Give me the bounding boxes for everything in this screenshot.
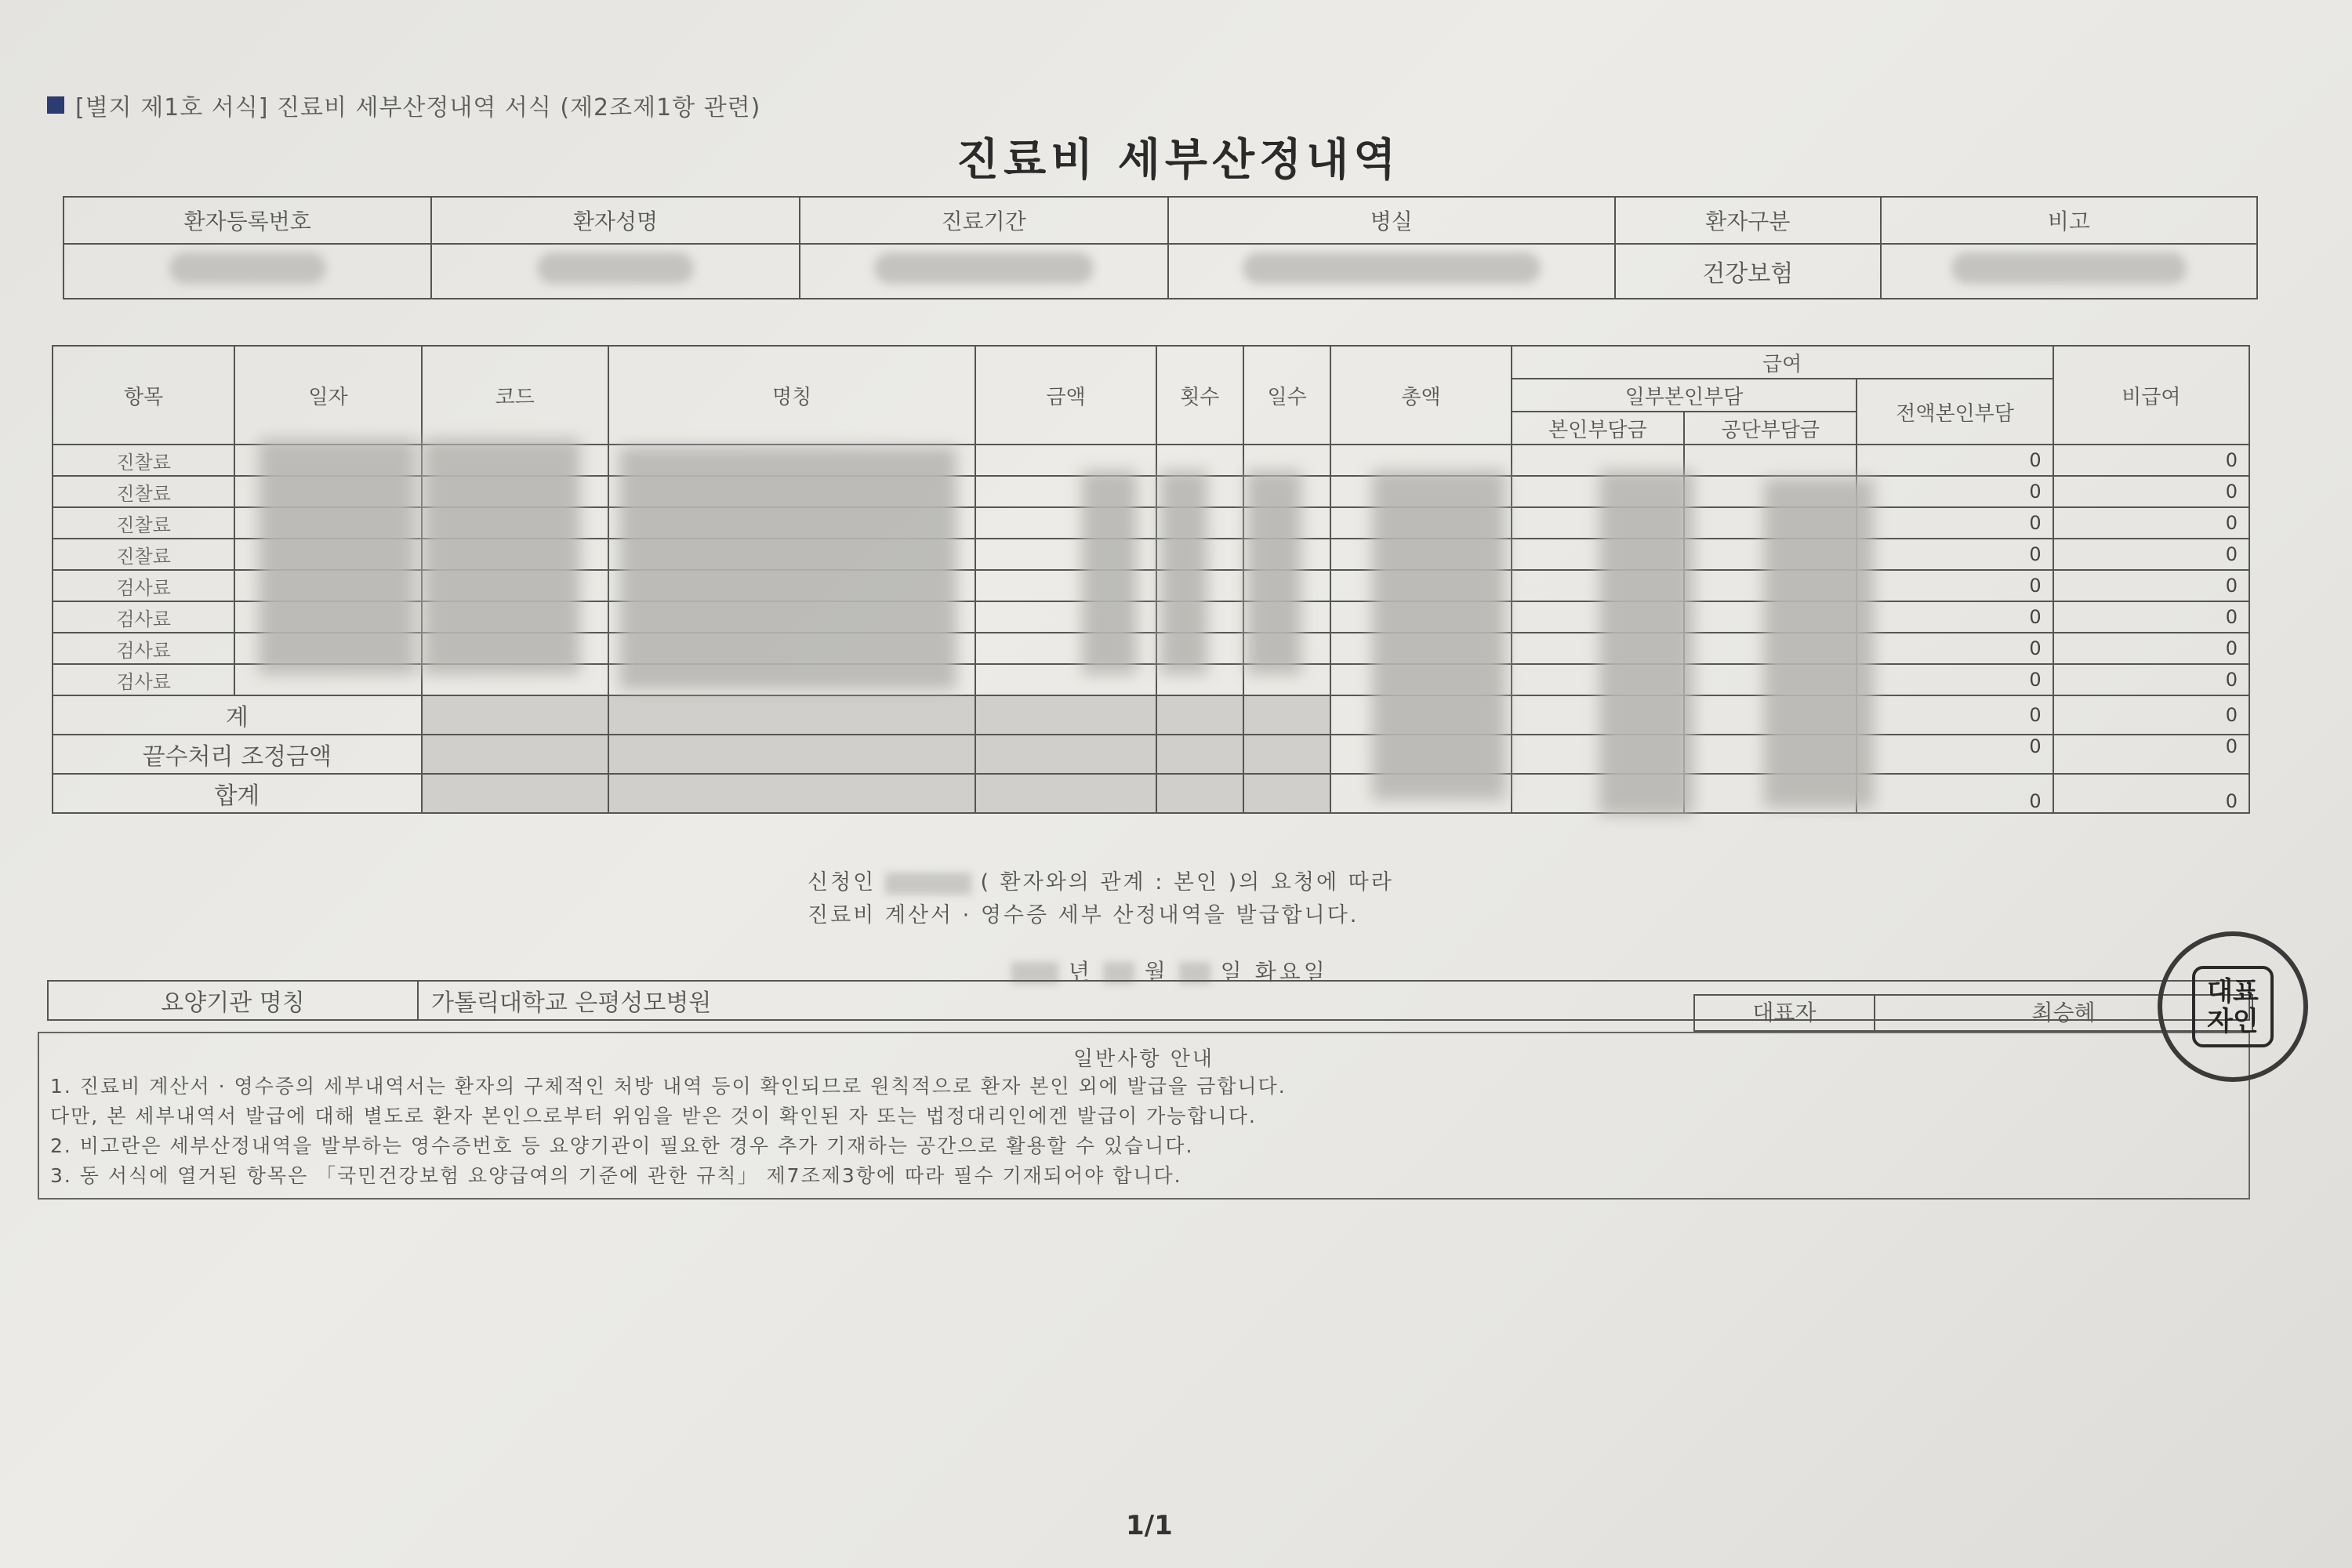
form-label-text: [별지 제1호 서식] 진료비 세부산정내역 서식 (제2조제1항 관련) bbox=[75, 94, 761, 122]
rounding-full-self: 0 bbox=[1857, 735, 2053, 774]
redacted-area bbox=[1951, 252, 2187, 284]
full-self-cell: 0 bbox=[1857, 601, 2053, 633]
institution-label: 요양기관 명칭 bbox=[48, 981, 418, 1020]
redacted-area bbox=[423, 439, 580, 674]
header-self-pay: 본인부담금 bbox=[1512, 412, 1684, 445]
uncovered-cell: 0 bbox=[2053, 539, 2249, 570]
rounding-row bbox=[53, 735, 2249, 774]
full-self-cell: 0 bbox=[1857, 476, 2053, 507]
notice-line: 3. 동 서식에 열거된 항목은 「국민건강보험 요양급여의 기준에 관한 규칙」 제7조제3항에 따라 필수 기재되어야 합니다. bbox=[50, 1164, 1182, 1187]
header-patient-type: 환자구분 bbox=[1615, 197, 1881, 244]
subtotal-uncovered: 0 bbox=[2053, 695, 2249, 735]
applicant-label: 신청인 bbox=[808, 870, 877, 895]
grand-total-row bbox=[53, 774, 2249, 813]
square-bullet-icon bbox=[47, 96, 64, 114]
item-cell: 진찰료 bbox=[53, 539, 234, 570]
redacted-area bbox=[619, 447, 956, 690]
uncovered-cell: 0 bbox=[2053, 633, 2249, 664]
seal-text-line1: 대표 bbox=[2207, 976, 2259, 1007]
header-total: 총액 bbox=[1330, 346, 1511, 445]
seal-inner bbox=[2192, 966, 2274, 1047]
remarks-value bbox=[1881, 244, 2257, 299]
header-covered: 급여 bbox=[1512, 346, 2053, 379]
full-self-cell: 0 bbox=[1857, 539, 2053, 570]
grand-uncovered: 0 bbox=[2053, 774, 2249, 813]
form-label bbox=[47, 88, 760, 122]
request-statement bbox=[808, 866, 1394, 932]
period-value bbox=[800, 244, 1168, 299]
header-full-self: 전액본인부담 bbox=[1857, 379, 2053, 445]
rounding-label: 끝수처리 조정금액 bbox=[53, 735, 422, 774]
uncovered-cell: 0 bbox=[2053, 570, 2249, 601]
header-remarks: 비고 bbox=[1881, 197, 2257, 244]
full-self-cell: 0 bbox=[1857, 664, 2053, 695]
header-insurer-pay: 공단부담금 bbox=[1684, 412, 1857, 445]
item-cell: 진찰료 bbox=[53, 476, 234, 507]
full-self-cell: 0 bbox=[1857, 633, 2053, 664]
official-seal-stamp bbox=[2158, 931, 2308, 1082]
header-name: 명칭 bbox=[608, 346, 975, 445]
month-label: 월 bbox=[1144, 959, 1169, 985]
grand-total-label: 합계 bbox=[53, 774, 422, 813]
header-amount: 금액 bbox=[975, 346, 1156, 445]
redacted-area bbox=[1243, 252, 1541, 284]
notice-line: 2. 비고란은 세부산정내역을 발부하는 영수증번호 등 요양기관이 필요한 경우 추가 기재하는 공간으로 활용할 수 있습니다. bbox=[50, 1134, 1194, 1157]
header-code: 코드 bbox=[422, 346, 608, 445]
full-self-cell: 0 bbox=[1857, 445, 2053, 476]
header-patient-name: 환자성명 bbox=[431, 197, 799, 244]
redacted-area bbox=[259, 439, 416, 674]
institution-name: 가톨릭대학교 은평성모병원 bbox=[418, 981, 2249, 1020]
redacted-area bbox=[885, 873, 971, 895]
full-self-cell: 0 bbox=[1857, 570, 2053, 601]
subtotal-full-self: 0 bbox=[1857, 695, 2053, 735]
general-notice-box bbox=[38, 1032, 2250, 1200]
full-self-cell: 0 bbox=[1857, 507, 2053, 539]
patient-id-value bbox=[64, 244, 431, 299]
uncovered-cell: 0 bbox=[2053, 445, 2249, 476]
subtotal-label: 계 bbox=[53, 695, 422, 735]
item-cell: 검사료 bbox=[53, 664, 234, 695]
header-room: 병실 bbox=[1168, 197, 1615, 244]
notice-heading: 일반사항 안내 bbox=[1073, 1047, 1214, 1071]
representative-label: 대표자 bbox=[1693, 994, 1875, 1032]
redacted-area bbox=[1372, 470, 1505, 800]
uncovered-cell: 0 bbox=[2053, 507, 2249, 539]
item-cell: 검사료 bbox=[53, 570, 234, 601]
redacted-area bbox=[169, 252, 326, 284]
redacted-area bbox=[1160, 470, 1207, 674]
item-cell: 진찰료 bbox=[53, 507, 234, 539]
redacted-area bbox=[1599, 470, 1693, 815]
relation-text: ( 환자와의 관계 : 본인 )의 요청에 따라 bbox=[980, 870, 1394, 895]
redacted-area bbox=[1082, 470, 1137, 674]
header-partial-self: 일부본인부담 bbox=[1512, 379, 1857, 412]
redacted-area bbox=[1764, 478, 1874, 808]
notice-line: 다만, 본 세부내역서 발급에 대해 별도로 환자 본인으로부터 위임을 받은 것이 확인된 자 또는 법정대리인에겐 발급이 가능합니다. bbox=[50, 1105, 1257, 1127]
redacted-area bbox=[874, 252, 1094, 284]
header-period: 진료기간 bbox=[800, 197, 1168, 244]
subtotal-row bbox=[53, 695, 2249, 735]
issue-text: 진료비 계산서 · 영수증 세부 산정내역을 발급합니다. bbox=[808, 903, 1359, 927]
header-patient-id: 환자등록번호 bbox=[64, 197, 431, 244]
item-cell: 검사료 bbox=[53, 601, 234, 633]
notice-line: 1. 진료비 계산서 · 영수증의 세부내역서는 환자의 구체적인 처방 내역 등이 확인되므로 원칙적으로 환자 본인 외에 발급을 금합니다. bbox=[50, 1075, 1287, 1098]
patient-info-table bbox=[63, 196, 2258, 299]
header-days: 일수 bbox=[1243, 346, 1330, 445]
header-uncovered: 비급여 bbox=[2053, 346, 2249, 445]
item-cell: 검사료 bbox=[53, 633, 234, 664]
year-label: 년 bbox=[1068, 959, 1093, 985]
representative-name: 최승혜 bbox=[1874, 994, 2253, 1032]
uncovered-cell: 0 bbox=[2053, 664, 2249, 695]
grand-full-self: 0 bbox=[1857, 774, 2053, 813]
rounding-uncovered: 0 bbox=[2053, 735, 2249, 774]
uncovered-cell: 0 bbox=[2053, 601, 2249, 633]
patient-name-value bbox=[431, 244, 799, 299]
uncovered-cell: 0 bbox=[2053, 476, 2249, 507]
document-title: 진료비 세부산정내역 bbox=[956, 135, 1401, 186]
page-number: 1/1 bbox=[1126, 1510, 1173, 1541]
header-item: 항목 bbox=[53, 346, 234, 445]
patient-type-value: 건강보험 bbox=[1615, 244, 1881, 299]
seal-text-line2: 자인 bbox=[2207, 1006, 2259, 1037]
header-date: 일자 bbox=[234, 346, 421, 445]
redacted-area bbox=[1247, 470, 1301, 674]
day-label: 일 화요일 bbox=[1220, 959, 1328, 985]
redacted-area bbox=[537, 252, 694, 284]
room-value bbox=[1168, 244, 1615, 299]
header-count: 횟수 bbox=[1156, 346, 1243, 445]
item-cell: 진찰료 bbox=[53, 445, 234, 476]
